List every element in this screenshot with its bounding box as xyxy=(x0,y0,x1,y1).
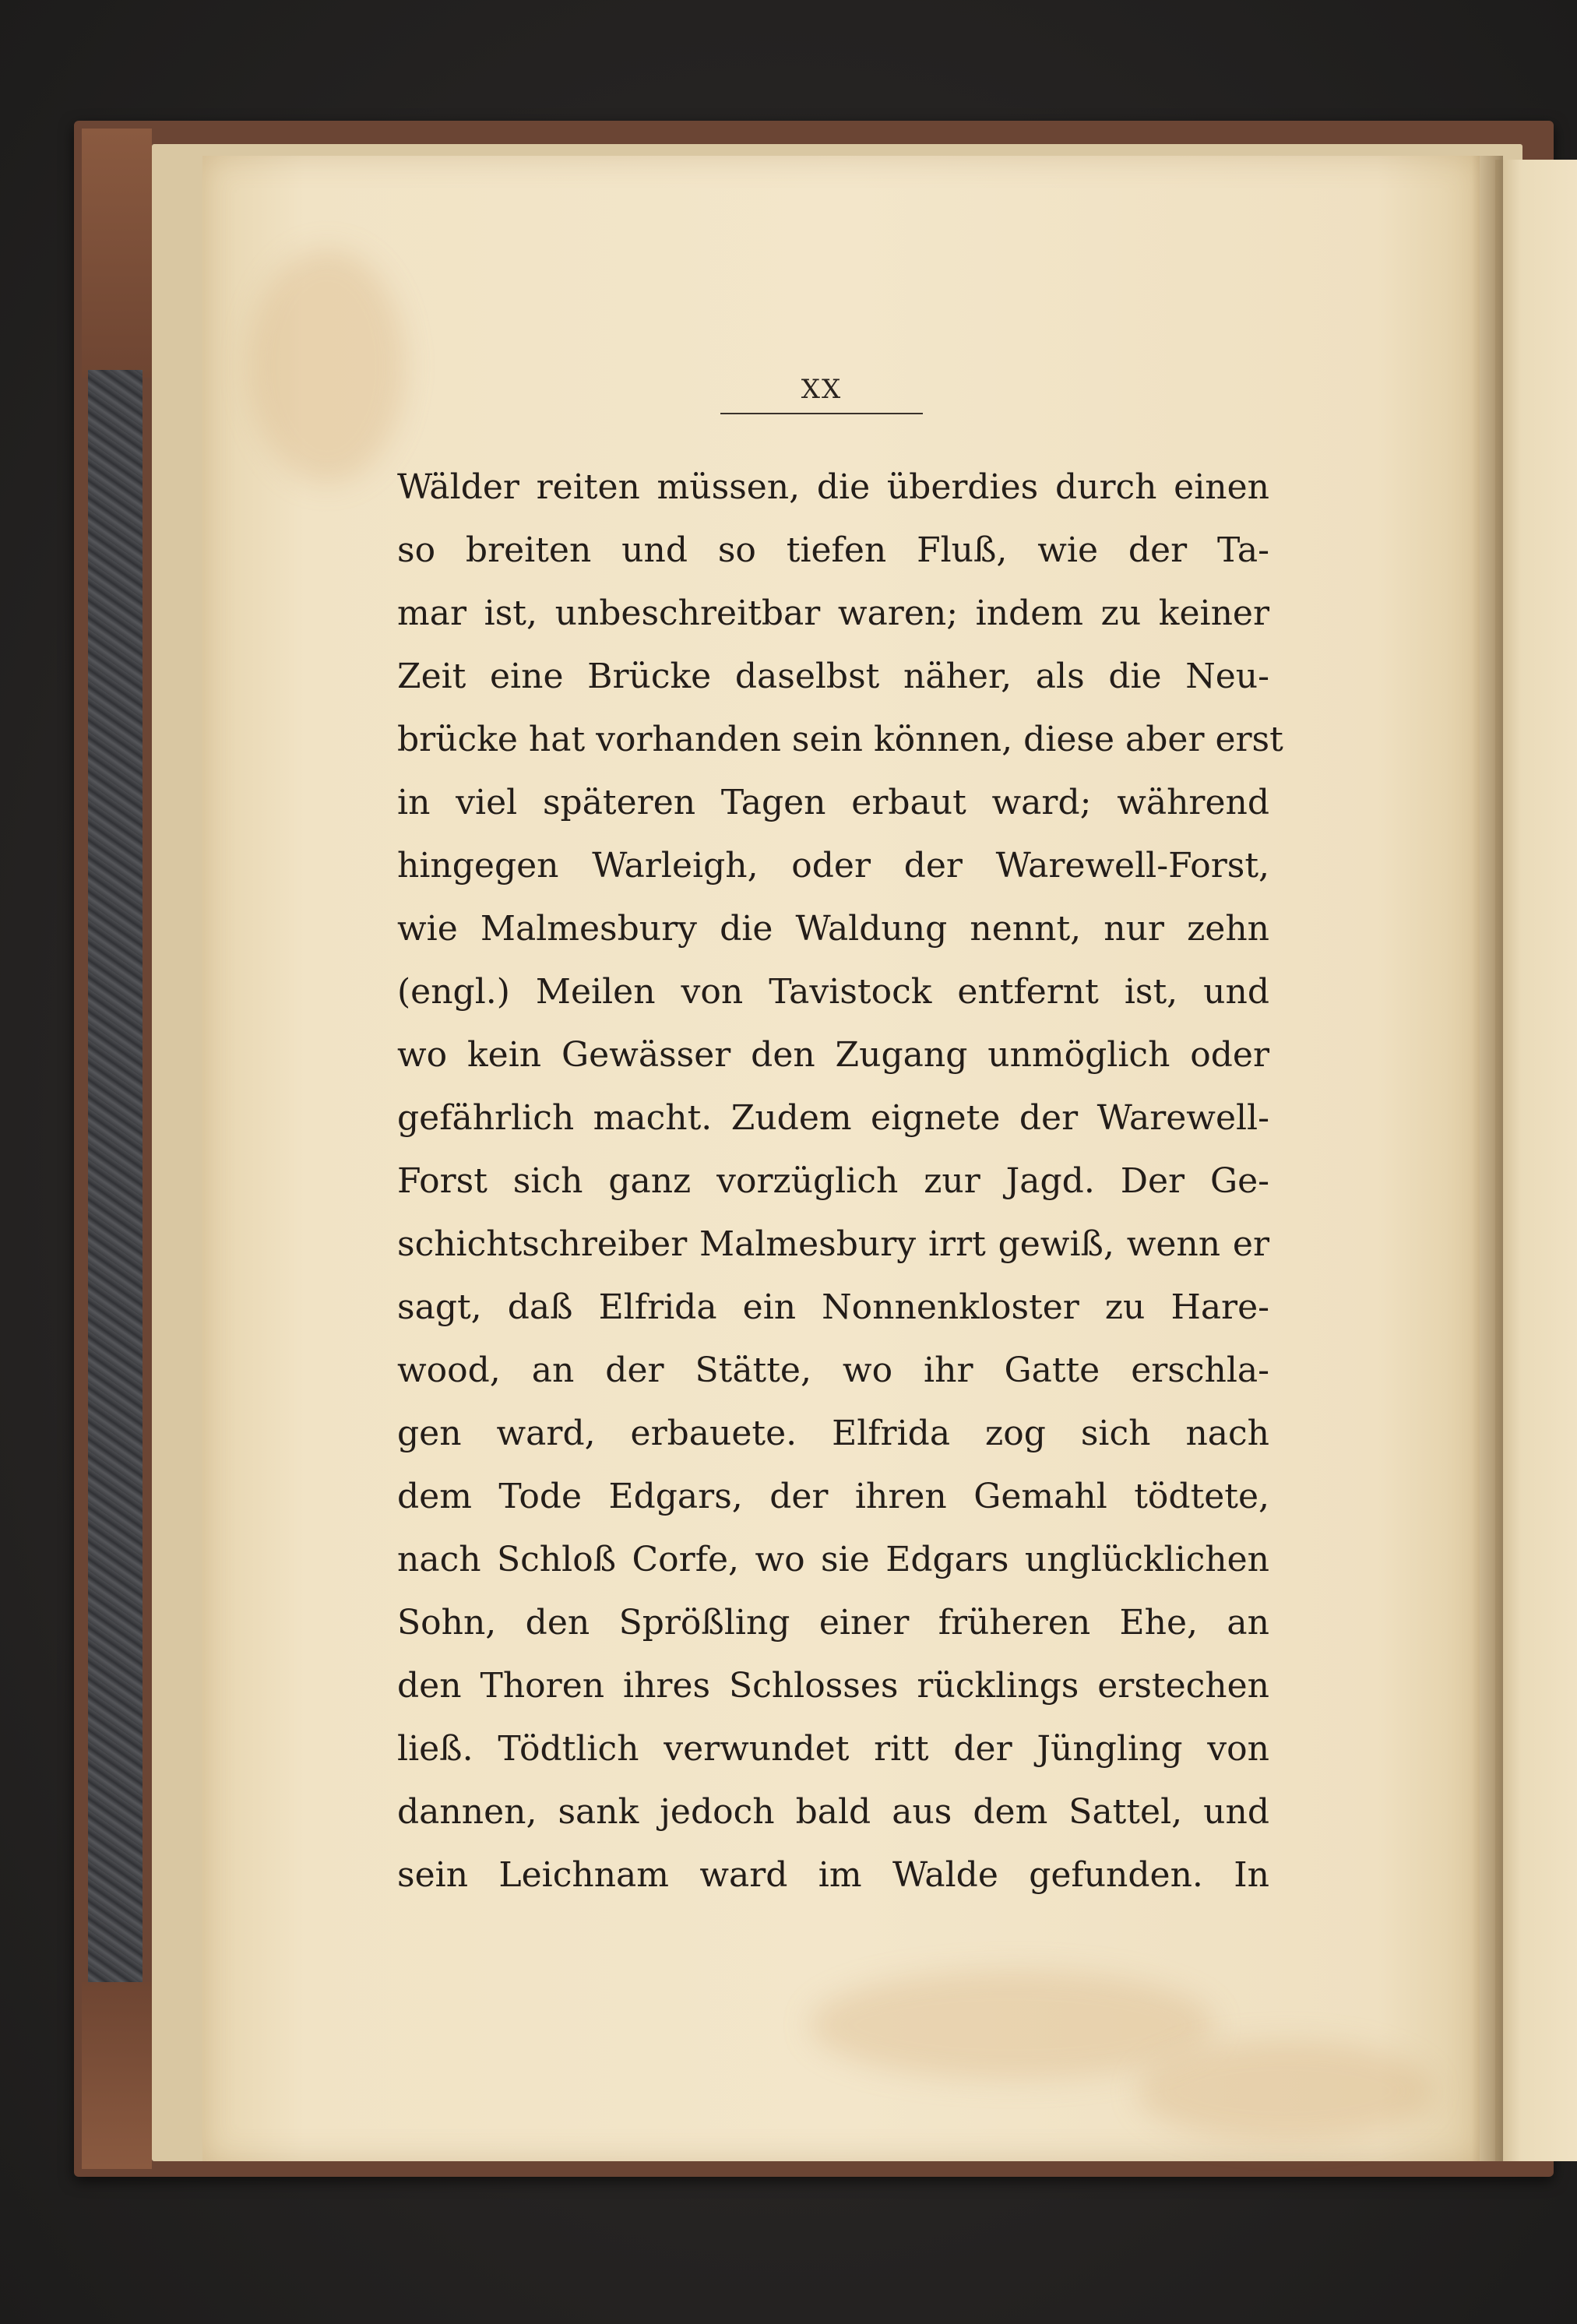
text-line: brücke hat vorhanden sein können, diese aber erst xyxy=(397,720,1283,759)
text-line: (engl.) Meilen von Tavistock entfernt ist, und xyxy=(397,972,1269,1012)
gutter-shadow xyxy=(1472,156,1503,2161)
text-line: sein Leichnam ward im Walde gefunden. In xyxy=(397,1855,1269,1895)
page-number-header: XX xyxy=(801,374,843,405)
cover-leather-corner-top xyxy=(82,129,152,378)
water-stain xyxy=(249,249,405,483)
text-line: hingegen Warleigh, oder der Warewell-Forst, xyxy=(397,846,1269,886)
text-line: Zeit eine Brücke daselbst näher, als die Neu- xyxy=(397,657,1269,696)
cover-marbled-paper xyxy=(88,370,143,2083)
text-line: den Thoren ihres Schlosses rücklings erstechen xyxy=(397,1666,1269,1706)
text-line: gen ward, erbauete. Elfrida zog sich nach xyxy=(397,1414,1269,1453)
text-line: wood, an der Stätte, wo ihr Gatte erschla- xyxy=(397,1350,1269,1390)
text-line: Sohn, den Sprößling einer früheren Ehe, an xyxy=(397,1603,1269,1643)
text-line: wo kein Gewässer den Zugang unmöglich oder xyxy=(397,1035,1269,1075)
text-line: dem Tode Edgars, der ihren Gemahl tödtete, xyxy=(397,1477,1269,1516)
text-line: dannen, sank jedoch bald aus dem Sattel, und xyxy=(397,1792,1269,1832)
text-line: mar ist, unbeschreitbar waren; indem zu keiner xyxy=(397,593,1269,633)
water-stain xyxy=(1137,2041,1433,2142)
right-page xyxy=(1495,160,1577,2161)
body-text xyxy=(397,456,1283,1907)
water-stain xyxy=(810,1970,1215,2079)
text-line: Wälder reiten müssen, die überdies durch einen xyxy=(397,467,1269,507)
text-line: sagt, daß Elfrida ein Nonnenkloster zu Hare- xyxy=(397,1287,1269,1327)
text-line: nach Schloß Corfe, wo sie Edgars unglücklichen xyxy=(397,1540,1269,1579)
text-line: gefährlich macht. Zudem eignete der Warewell- xyxy=(397,1098,1269,1138)
text-line: wie Malmesbury die Waldung nennt, nur zehn xyxy=(397,909,1269,949)
cover-leather-corner-bottom xyxy=(82,1982,152,2169)
text-line: in viel späteren Tagen erbaut ward; während xyxy=(397,783,1269,822)
text-line: schichtschreiber Malmesbury irrt gewiß, wenn er xyxy=(397,1224,1269,1264)
header-rule xyxy=(720,413,923,414)
text-line: Forst sich ganz vorzüglich zur Jagd. Der Ge- xyxy=(397,1161,1269,1201)
text-line: so breiten und so tiefen Fluß, wie der Ta- xyxy=(397,530,1269,570)
text-line: ließ. Tödtlich verwundet ritt der Jüngling von xyxy=(397,1729,1269,1769)
